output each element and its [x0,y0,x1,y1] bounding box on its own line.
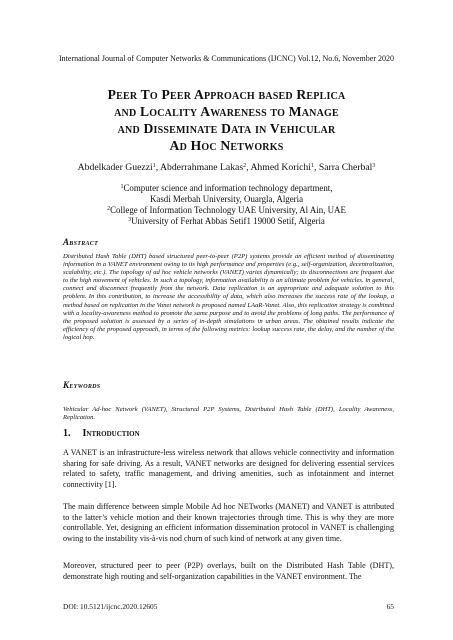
affil-sup: 3 [128,217,132,223]
author-name: Abdelkader Guezzi [77,162,153,173]
author-affil-sup: 1 [152,163,156,169]
affil-text: Kasdi Merbah University, Ouargla, Algeria [149,194,304,204]
title-line: Peer To Peer Approach based Replica [107,87,346,102]
title-line: and Locality Awareness to Manage [114,104,339,119]
section-number: 1. [63,428,71,439]
affil-text: Computer science and information technology department, [123,183,333,193]
keywords-heading: Keywords [63,380,101,390]
author-name: Abderrahmane Lakas [160,162,244,173]
body-paragraph: A VANET is an infrastructure-less wireless network that allows vehicle connectivity and information sharing for safe driving. As a result, VANET networks are designed for delivering essential services related to safety, traffic management, and driving amenities, such as infotainment and internet connectivity [1]. [63,448,394,489]
affiliation-line [0,194,453,205]
author-affil-sup: 2 [243,163,247,169]
affiliation-line [0,183,453,194]
author-separator: , [313,162,319,173]
affil-text: University of Ferhat Abbas Setif1 19000 Setif, Algeria [131,216,325,226]
keywords-text: Vehicular Ad-hoc Network (VANET), Structured P2P Systems, Distributed Hash Table (DHT), Locality Awareness, Replication. [63,406,394,422]
section-heading [63,428,140,439]
affiliation-list [0,183,453,227]
body-paragraph: The main difference between simple Mobile Ad hoc NETworks (MANET) and VANET is attributed to the latter’s vehicle motion and their known trajectories through time. This is why they are more controllable. Yet, designing an efficient information dissemination protocol in VANET is challenging owing to the instability vis-à-vis nod churn of such kind of network at any given time. [63,502,394,543]
author-separator: , [155,162,160,173]
doi-text: DOI: 10.5121/ijcnc.2020.12605 [63,602,158,611]
affiliation-line [0,205,453,216]
author-separator: , [246,162,251,173]
journal-header: International Journal of Computer Networks & Communications (IJCNC) Vol.12, No.6, November 2020 [59,54,394,63]
affil-text: College of Information Technology UAE University, Al Ain, UAE [110,205,346,215]
affil-sup: 1 [120,184,124,190]
author-name: Ahmed Korichi [250,162,311,173]
title-line: and Disseminate Data in Vehicular [117,121,336,136]
affiliation-line [0,216,453,227]
body-paragraph: Moreover, structured peer to peer (P2P) overlays, built on the Distributed Hash Table (DHT), demonstrate high routing and self-organization capabilities in the VANET environment. The [63,561,394,581]
author-name: Sarra Cherbal [318,162,373,173]
paper-title [40,86,413,154]
section-title: Introduction [82,428,140,439]
author-affil-sup: 1 [310,163,314,169]
author-list [0,162,453,173]
author-affil-sup: 3 [372,163,376,169]
abstract-text: Distributed Hash Table (DHT) based structured peer-to-peer (P2P) systems provide an efficient method of disseminating information in a VANET environment owing to its high performance and properties (e.g., self-organization, decentralization, scalability, etc.). The topology of ad hoc vehicle networks (VANET) varies dynamically; its disconnections are frequent due to the high movement of vehicles. In such a topology, information availability is an ultimate problem for vehicles. in general, connect and disconnect frequently from the network. Data replication is an appropriate and adequate solution to this problem. In this contribution, to increase the accessibility of data, which also increases the success rate of the lookup, a method based on replication in the Vanet network is proposed named LAaR-Vanet. Also, this replication strategy is combined with a locality-awareness method to promote the same purpose and to avoid the problems of long paths. The performance of the proposed solution is assessed by a series of in-depth simulations in urban areas. The obtained results indicate the efficiency of the proposed approach, in terms of the following metrics: lookup success rate, the delay, and the number of the logical hop. [63,253,394,341]
affil-sup: 2 [107,206,111,212]
title-line: Ad Hoc Networks [169,138,284,153]
page-number: 65 [386,602,394,611]
abstract-heading: Abstract [63,237,99,247]
